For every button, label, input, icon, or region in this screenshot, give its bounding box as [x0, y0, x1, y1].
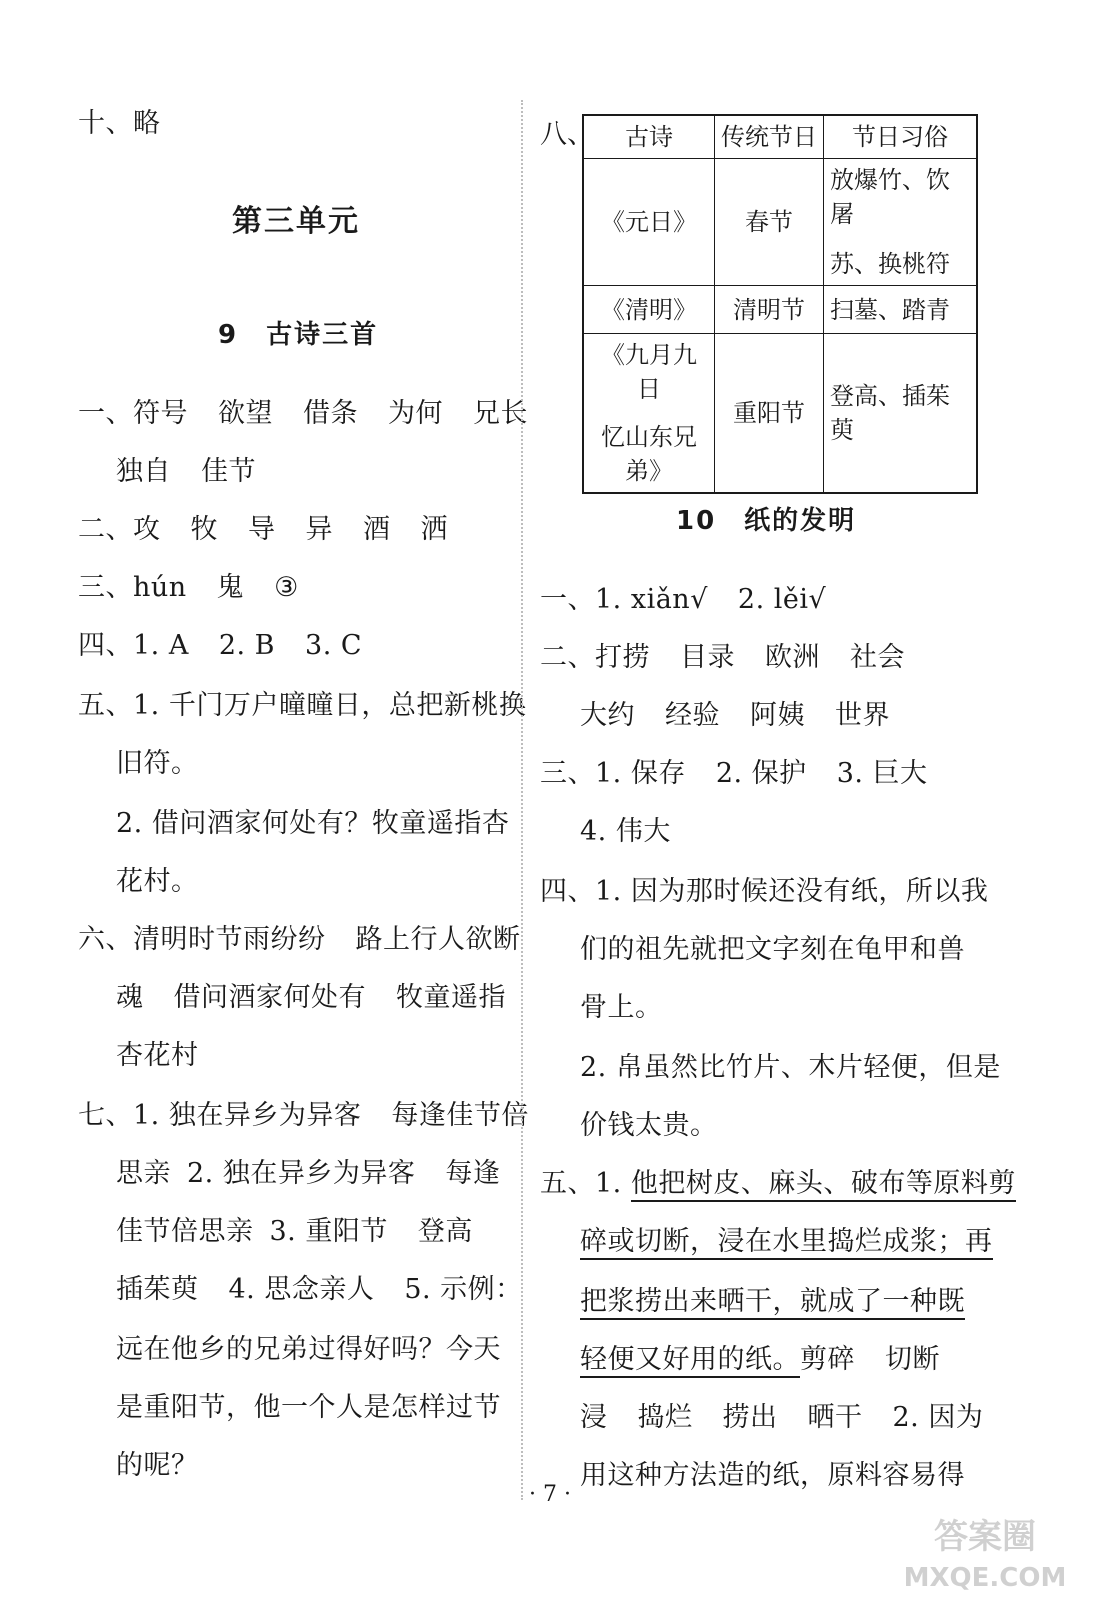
underlined-answer: 碎或切断，浸在水里捣烂成浆；再	[580, 1226, 993, 1260]
q6-line1: 六、清明时节雨纷纷 路上行人欲断	[78, 924, 521, 955]
q3-line: 三、hún 鬼 ③	[78, 572, 299, 603]
cell-festival: 春节	[715, 159, 824, 286]
r5-line6: 用这种方法造的纸，原料容易得	[580, 1460, 965, 1491]
q1-line1: 一、符号 欲望 借条 为何 兄长	[78, 398, 528, 429]
table-row	[583, 334, 977, 494]
header-custom: 节日习俗	[824, 115, 978, 159]
cell-poem: 《九月九日 忆山东兄弟》	[583, 334, 715, 494]
watermark-logo	[880, 1508, 1090, 1598]
underlined-answer: 把浆捞出来晒干，就成了一种既	[580, 1286, 965, 1320]
r5-line5: 浸 捣烂 捞出 晒干 2. 因为	[580, 1402, 984, 1433]
svg-text:MXQE.COM: MXQE.COM	[903, 1563, 1067, 1593]
q5-line1: 五、1. 千门万户曈曈日，总把新桃换	[78, 690, 527, 721]
table-row	[583, 159, 977, 286]
q5-line3: 2. 借问酒家何处有？牧童遥指杏	[116, 808, 510, 839]
r3-line2: 4. 伟大	[580, 816, 671, 847]
underlined-answer: 他把树皮、麻头、破布等原料剪	[631, 1168, 1016, 1202]
page-number: · 7 ·	[529, 1482, 571, 1507]
cell-custom: 登高、插茱萸	[824, 334, 978, 494]
r2-line1: 二、打捞 目录 欧洲 社会	[540, 642, 905, 673]
table-header-row	[583, 115, 977, 159]
q5-line4: 花村。	[116, 866, 199, 897]
table-row	[583, 286, 977, 334]
q5-line2: 旧符。	[116, 748, 199, 779]
lesson-10-title: 10 纸的发明	[676, 506, 857, 536]
r5-line1: 五、1. 他把树皮、麻头、破布等原料剪	[540, 1166, 1016, 1202]
q8-label: 八、	[540, 119, 594, 150]
q7-line3: 佳节倍思亲 3. 重阳节 登高	[116, 1216, 473, 1247]
q6-line3: 杏花村	[116, 1040, 199, 1071]
unit-title: 第三单元	[232, 204, 360, 239]
cell-custom: 扫墓、踏青	[824, 286, 978, 334]
q7-line7: 的呢？	[116, 1450, 199, 1481]
underlined-answer: 轻便又好用的纸。	[580, 1344, 800, 1378]
festival-table	[582, 114, 978, 494]
r4-line5: 价钱太贵。	[580, 1110, 718, 1141]
r4-line2: 们的祖先就把文字刻在龟甲和兽	[580, 934, 965, 965]
q4-line: 四、1. A 2. B 3. C	[78, 630, 363, 661]
cell-custom: 放爆竹、饮屠 苏、换桃符	[824, 159, 978, 286]
q7-line1: 七、1. 独在异乡为异客 每逢佳节倍	[78, 1100, 529, 1131]
q7-line4: 插茱萸 4. 思念亲人 5. 示例：	[116, 1274, 523, 1305]
r4-line4: 2. 帛虽然比竹片、木片轻便，但是	[580, 1052, 1001, 1083]
r1-line: 一、1. xiǎn√ 2. lěi√	[540, 584, 827, 615]
cell-festival: 清明节	[715, 286, 824, 334]
q6-line2: 魂 借问酒家何处有 牧童遥指	[116, 982, 506, 1013]
header-festival: 传统节日	[715, 115, 824, 159]
q1-line2: 独自 佳节	[116, 456, 256, 487]
cell-poem: 《清明》	[583, 286, 715, 334]
r2-line2: 大约 经验 阿姨 世界	[580, 700, 890, 731]
r5-line2	[580, 1224, 993, 1260]
svg-text:答案圈: 答案圈	[934, 1517, 1036, 1557]
q7-line2: 思亲 2. 独在异乡为异客 每逢	[116, 1158, 501, 1189]
q7-line5: 远在他乡的兄弟过得好吗？今天	[116, 1334, 501, 1365]
lesson-9-title: 9 古诗三首	[218, 320, 379, 350]
q7-line6: 是重阳节，他一个人是怎样过节	[116, 1392, 501, 1423]
q2-line: 二、攻 牧 导 异 酒 洒	[78, 514, 448, 545]
r4-line1: 四、1. 因为那时候还没有纸，所以我	[540, 876, 989, 907]
r3-line1: 三、1. 保存 2. 保护 3. 巨大	[540, 758, 928, 789]
answer-ten: 十、略	[78, 108, 161, 139]
cell-festival: 重阳节	[715, 334, 824, 494]
r5-line3	[580, 1284, 965, 1320]
r4-line3: 骨上。	[580, 992, 663, 1023]
r5-line4: 轻便又好用的纸。剪碎 切断	[580, 1342, 940, 1378]
column-divider	[521, 100, 523, 1500]
header-poem: 古诗	[583, 115, 715, 159]
cell-poem: 《元日》	[583, 159, 715, 286]
